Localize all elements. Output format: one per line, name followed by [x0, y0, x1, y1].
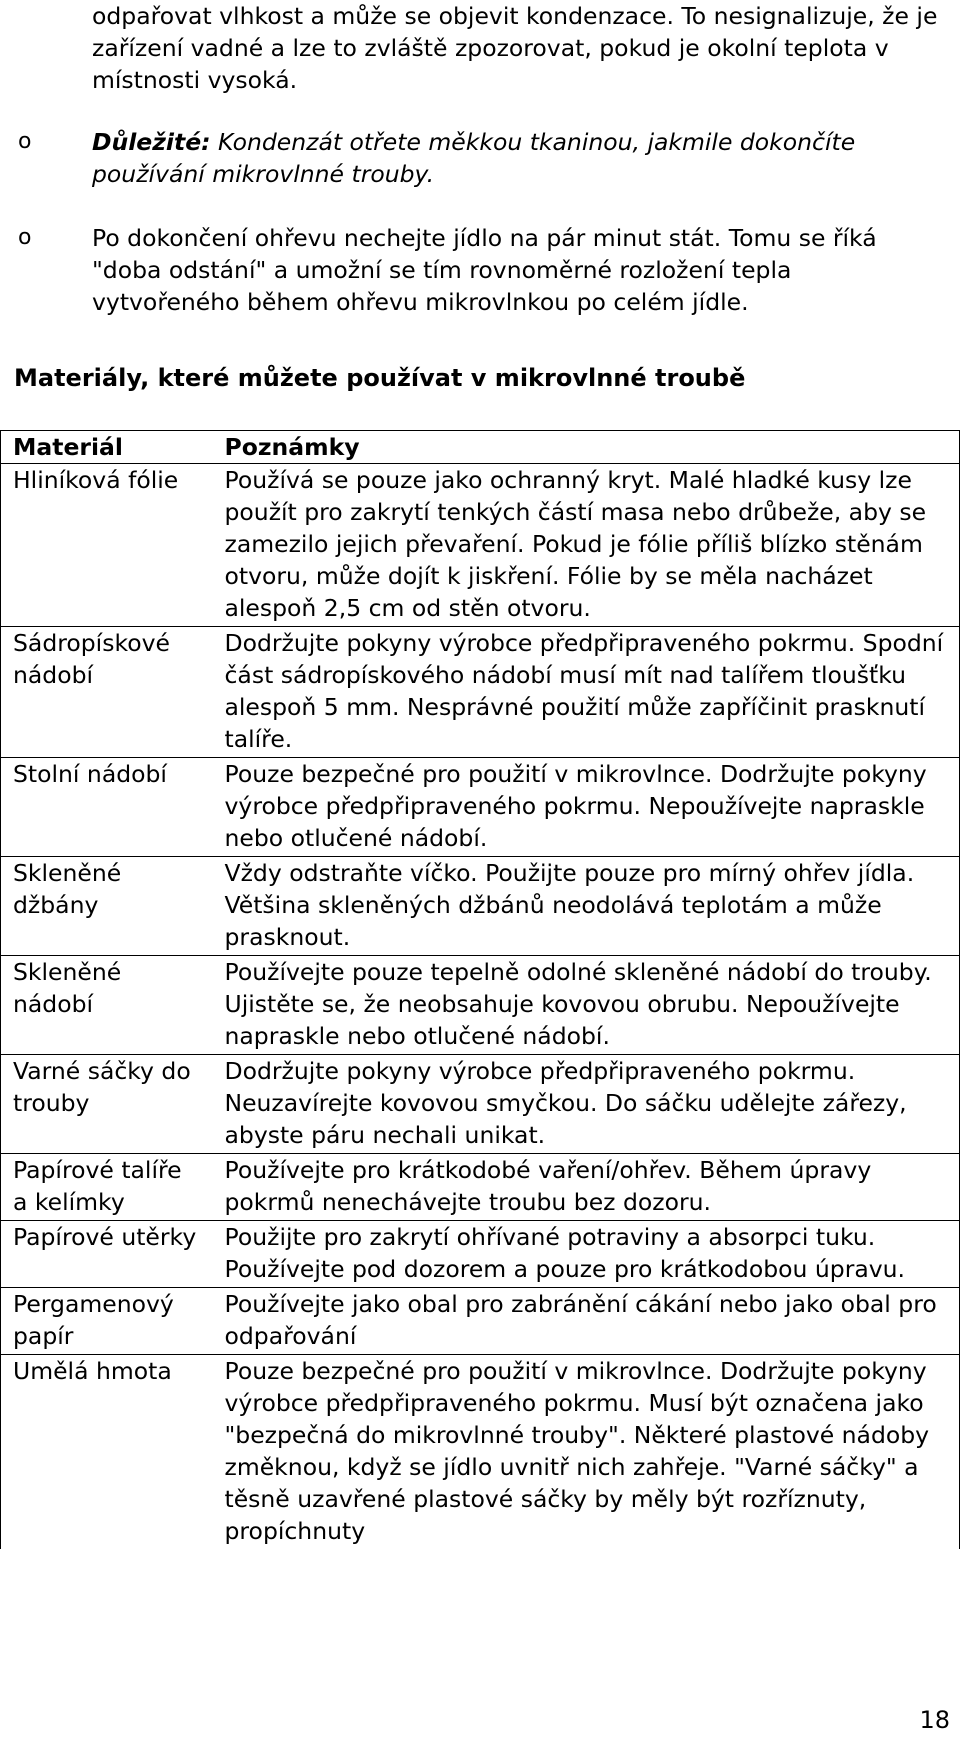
section-heading: Materiály, které můžete používat v mikrovlnné troubě — [14, 364, 746, 392]
page-number: 18 — [919, 1706, 950, 1734]
note-cell: Dodržujte pokyny výrobce předpřipraveného pokrmu. Spodní část sádropískového nádobí musí mít nad talířem tloušťku alespoň 5 mm. Nesprávné použití může zapříčinit prasknutí talíře. — [207, 627, 960, 758]
material-cell: Stolní nádobí — [1, 758, 207, 857]
list-item-standing-time — [18, 222, 938, 318]
intro-paragraph: odpařovat vlhkost a může se objevit kondenzace. To nesignalizuje, že je zařízení vadné a lze to zvláště zpozorovat, pokud je okolní teplota v místnosti vysoká. — [92, 2, 938, 94]
table-row — [1, 956, 960, 1055]
table-row — [1, 1055, 960, 1154]
bullet-marker: o — [18, 129, 32, 154]
bullet-marker: o — [18, 225, 32, 250]
list-item-important — [18, 126, 938, 190]
important-text: Kondenzát otřete měkkou tkaninou, jakmile dokončíte používání mikrovlnné trouby. — [92, 128, 856, 188]
note-cell: Používejte jako obal pro zabránění cákání nebo jako obal pro odpařování — [207, 1288, 960, 1355]
table-row — [1, 1288, 960, 1355]
note-cell: Pouze bezpečné pro použití v mikrovlnce. Dodržujte pokyny výrobce předpřipraveného pokrmu. Musí být označena jako "bezpečná do mikrovlnné trouby". Některé plastové nádoby změknou, když se jídlo uvnitř nich zahřeje. "Varné sáčky" a těsně uzavřené plastové sáčky by měly být rozříznuty, propíchnuty — [207, 1355, 960, 1550]
material-cell: Papírové talíře a kelímky — [1, 1154, 207, 1221]
material-cell: Pergamenový papír — [1, 1288, 207, 1355]
standing-time-text: Po dokončení ohřevu nechejte jídlo na pár minut stát. Tomu se říká "doba odstání" a umožní se tím rovnoměrné rozložení tepla vytvořeného během ohřevu mikrovlnkou po celém jídle. — [92, 224, 877, 316]
material-cell: Hliníková fólie — [1, 464, 207, 627]
material-cell: Sádropískové nádobí — [1, 627, 207, 758]
materials-table — [0, 430, 960, 1549]
material-cell: Skleněné nádobí — [1, 956, 207, 1055]
material-cell: Papírové utěrky — [1, 1221, 207, 1288]
table-row — [1, 464, 960, 627]
material-cell: Varné sáčky do trouby — [1, 1055, 207, 1154]
table-row — [1, 1154, 960, 1221]
note-cell: Použijte pro zakrytí ohřívané potraviny a absorpci tuku. Používejte pod dozorem a pouze pro krátkodobou úpravu. — [207, 1221, 960, 1288]
table-row — [1, 1221, 960, 1288]
material-cell: Skleněné džbány — [1, 857, 207, 956]
table-row — [1, 627, 960, 758]
note-cell: Dodržujte pokyny výrobce předpřipraveného pokrmu. Neuzavírejte kovovou smyčkou. Do sáčku udělejte zářezy, abyste páru nechali unikat. — [207, 1055, 960, 1154]
note-cell: Používejte pouze tepelně odolné skleněné nádobí do trouby. Ujistěte se, že neobsahuje kovovou obrubu. Nepoužívejte napraskle nebo otlučené nádobí. — [207, 956, 960, 1055]
table-header-row — [1, 431, 960, 464]
header-material: Materiál — [1, 431, 207, 464]
material-cell: Umělá hmota — [1, 1355, 207, 1550]
important-label: Důležité: — [92, 128, 211, 156]
note-cell: Používejte pro krátkodobé vaření/ohřev. Během úpravy pokrmů nenechávejte troubu bez dozoru. — [207, 1154, 960, 1221]
table-row — [1, 758, 960, 857]
note-cell: Pouze bezpečné pro použití v mikrovlnce. Dodržujte pokyny výrobce předpřipraveného pokrmu. Nepoužívejte napraskle nebo otlučené nádobí. — [207, 758, 960, 857]
table-row — [1, 857, 960, 956]
table-row — [1, 1355, 960, 1550]
header-notes: Poznámky — [207, 431, 960, 464]
note-cell: Používá se pouze jako ochranný kryt. Malé hladké kusy lze použít pro zakrytí tenkých částí masa nebo drůbeže, aby se zamezilo jejich převaření. Pokud je fólie příliš blízko stěnám otvoru, může dojít k jiskření. Fólie by se měla nacházet alespoň 2,5 cm od stěn otvoru. — [207, 464, 960, 627]
tips-list — [18, 126, 938, 350]
note-cell: Vždy odstraňte víčko. Použijte pouze pro mírný ohřev jídla. Většina skleněných džbánů neodolává teplotám a může prasknout. — [207, 857, 960, 956]
